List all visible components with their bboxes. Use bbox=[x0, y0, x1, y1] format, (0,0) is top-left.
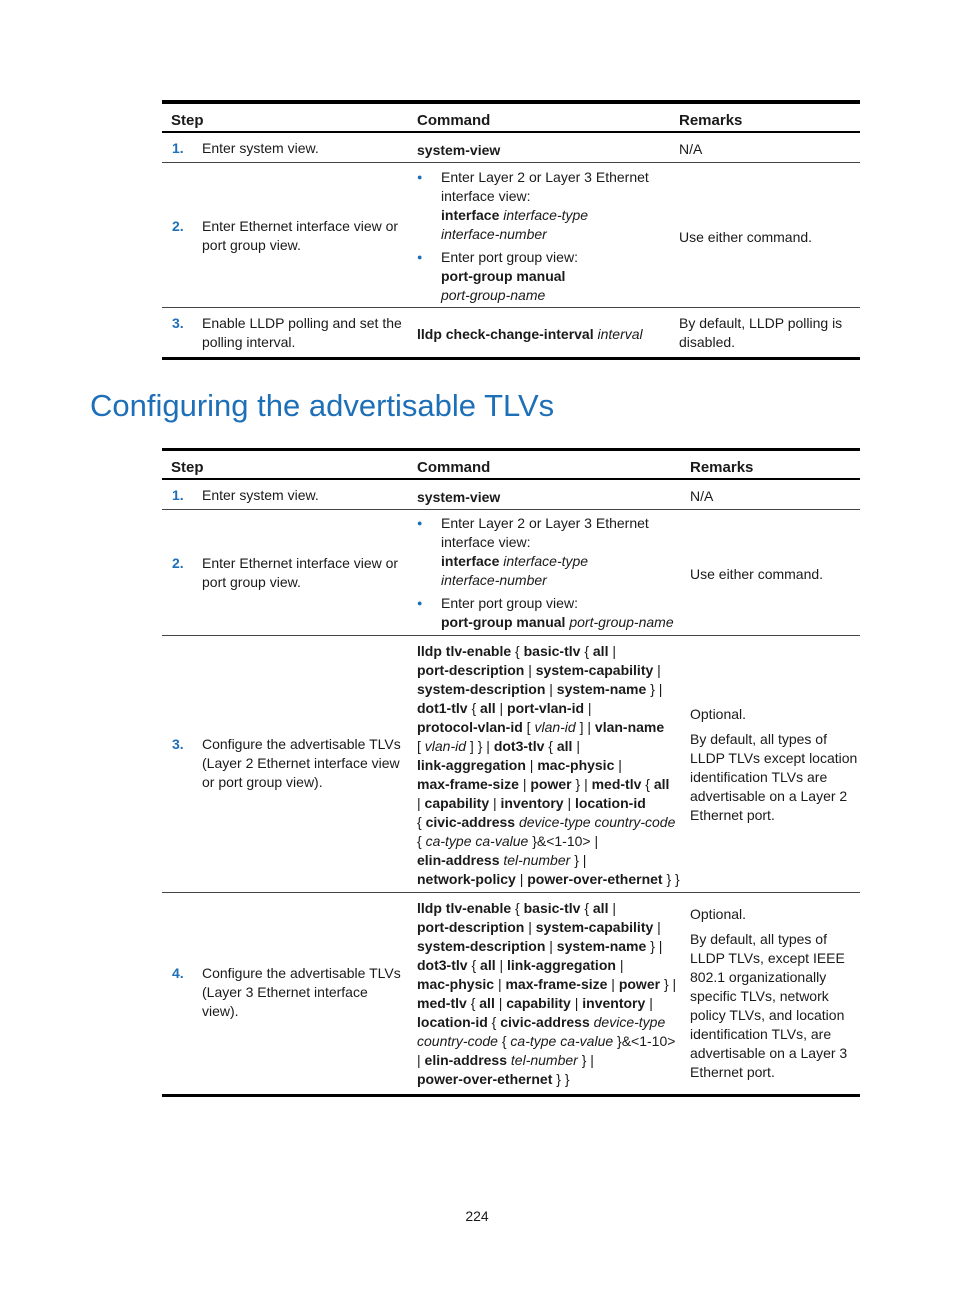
command-line: lldp tlv-enable { basic-tlv { all | bbox=[417, 643, 616, 659]
command-line: | elin-address tel-number } | bbox=[417, 1052, 594, 1068]
header-remarks: Remarks bbox=[690, 459, 754, 476]
command-line: network-policy | power-over-ethernet } } bbox=[417, 871, 680, 887]
argument: port-group-name bbox=[441, 287, 546, 303]
command-line: protocol-vlan-id [ vlan-id ] | vlan-name bbox=[417, 719, 665, 735]
keyword: port-group manual bbox=[441, 268, 566, 284]
command-line: link-aggregation | mac-physic | bbox=[417, 757, 622, 773]
argument: interface-type bbox=[503, 553, 589, 569]
bullet-item bbox=[417, 594, 677, 632]
remarks-optional: Optional. bbox=[690, 706, 747, 722]
command-syntax bbox=[417, 899, 682, 1089]
command-line: power-over-ethernet } } bbox=[417, 1071, 570, 1087]
bullet-text: ● Enter Layer 2 or Layer 3 Ethernet interface view: bbox=[441, 515, 649, 550]
remarks: N/A bbox=[679, 141, 703, 157]
keyword: interface bbox=[441, 207, 500, 223]
step-number: 3. bbox=[172, 736, 184, 752]
bullet-text: ● Enter Layer 2 or Layer 3 Ethernet interface view: bbox=[441, 169, 649, 204]
remarks: By default, LLDP polling is disabled. bbox=[679, 315, 843, 350]
remarks-cell bbox=[690, 905, 858, 1088]
remarks-default: By default, all types of LLDP TLVs except location identification TLVs are advertisable on a Layer 2 Ethernet port. bbox=[690, 731, 858, 823]
command-line: system-description | system-name } | bbox=[417, 938, 663, 954]
remarks-optional: Optional. bbox=[690, 906, 747, 922]
remarks: Use either command. bbox=[690, 566, 824, 582]
section-heading: Configuring the advertisable TLVs bbox=[90, 388, 555, 423]
keyword: interface bbox=[441, 553, 500, 569]
command-line: med-tlv { all | capability | inventory | bbox=[417, 995, 653, 1011]
command-line: elin-address tel-number } | bbox=[417, 852, 587, 868]
remarks-cell bbox=[690, 705, 858, 831]
table-header bbox=[162, 100, 860, 133]
table-row bbox=[162, 510, 860, 636]
argument: interval bbox=[597, 326, 643, 342]
step-number: 4. bbox=[172, 965, 184, 981]
bullet-item bbox=[417, 514, 677, 590]
step-text: Configure the advertisable TLVs (Layer 3 Ethernet interface view). bbox=[202, 965, 401, 1019]
argument: interface-type bbox=[503, 207, 589, 223]
command: system-view bbox=[417, 142, 501, 158]
keyword: port-group manual bbox=[441, 614, 566, 630]
command-line: port-description | system-capability | bbox=[417, 919, 661, 935]
header-remarks: Remarks bbox=[679, 112, 743, 129]
command-line: dot3-tlv { all | link-aggregation | bbox=[417, 957, 624, 973]
argument: interface-number bbox=[441, 226, 547, 242]
command-line: { civic-address device-type country-code bbox=[417, 814, 676, 830]
table-row bbox=[162, 480, 860, 510]
keyword: lldp check-change-interval bbox=[417, 326, 594, 342]
argument: interface-number bbox=[441, 572, 547, 588]
remarks: Use either command. bbox=[679, 229, 813, 245]
command-line: max-frame-size | power } | med-tlv { all bbox=[417, 776, 670, 792]
command-cell bbox=[417, 168, 657, 305]
command-line: lldp tlv-enable { basic-tlv { all | bbox=[417, 900, 616, 916]
command-line: location-id { civic-address device-type bbox=[417, 1014, 666, 1030]
bullet-item bbox=[417, 248, 657, 305]
step-number: 2. bbox=[172, 218, 184, 234]
command-line: { ca-type ca-value }&<1-10> | bbox=[417, 833, 599, 849]
command-line: | capability | inventory | location-id bbox=[417, 795, 646, 811]
step-number: 3. bbox=[172, 315, 184, 331]
header-command: Command bbox=[417, 112, 491, 129]
table-row bbox=[162, 893, 860, 1097]
command-line: country-code { ca-type ca-value }&<1-10> bbox=[417, 1033, 676, 1049]
step-text: Enable LLDP polling and set the polling interval. bbox=[202, 315, 402, 350]
command-line: mac-physic | max-frame-size | power } | bbox=[417, 976, 677, 992]
command-line: dot1-tlv { all | port-vlan-id | bbox=[417, 700, 592, 716]
header-command: Command bbox=[417, 459, 491, 476]
table-row bbox=[162, 308, 860, 360]
table-2 bbox=[162, 448, 860, 1097]
table-header bbox=[162, 448, 860, 480]
step-text: Enter system view. bbox=[202, 140, 319, 156]
step-text: Configure the advertisable TLVs (Layer 2 Ethernet interface view or port group view). bbox=[202, 736, 401, 790]
header-step: Step bbox=[171, 459, 204, 476]
table-row bbox=[162, 163, 860, 308]
step-text: Enter system view. bbox=[202, 487, 319, 503]
bullet-text: ● Enter port group view: bbox=[441, 595, 578, 611]
command-line: system-description | system-name } | bbox=[417, 681, 663, 697]
step-number: 1. bbox=[172, 140, 184, 156]
command-cell bbox=[417, 514, 677, 632]
step-number: 1. bbox=[172, 487, 184, 503]
bullet-item bbox=[417, 168, 657, 244]
command-syntax bbox=[417, 642, 682, 889]
step-text: Enter Ethernet interface view or port group view. bbox=[202, 218, 399, 253]
argument: port-group-name bbox=[569, 614, 674, 630]
table-row bbox=[162, 636, 860, 893]
step-text: Enter Ethernet interface view or port group view. bbox=[202, 555, 399, 590]
command-line: port-description | system-capability | bbox=[417, 662, 661, 678]
step-number: 2. bbox=[172, 555, 184, 571]
command-line: [ vlan-id ] } | dot3-tlv { all | bbox=[417, 738, 580, 754]
remarks-default: By default, all types of LLDP TLVs, except IEEE 802.1 organizationally specific TLVs, network policy TLVs, and location identification TLVs, are advertisable on a Layer 3 Ethernet port. bbox=[690, 931, 848, 1080]
remarks: N/A bbox=[690, 488, 714, 504]
command: system-view bbox=[417, 489, 501, 505]
bullet-text: ● Enter port group view: bbox=[441, 249, 578, 265]
command bbox=[417, 325, 643, 344]
table-row bbox=[162, 133, 860, 163]
header-step: Step bbox=[171, 112, 204, 129]
page-number: 224 bbox=[465, 1208, 489, 1224]
table-1 bbox=[162, 100, 860, 360]
